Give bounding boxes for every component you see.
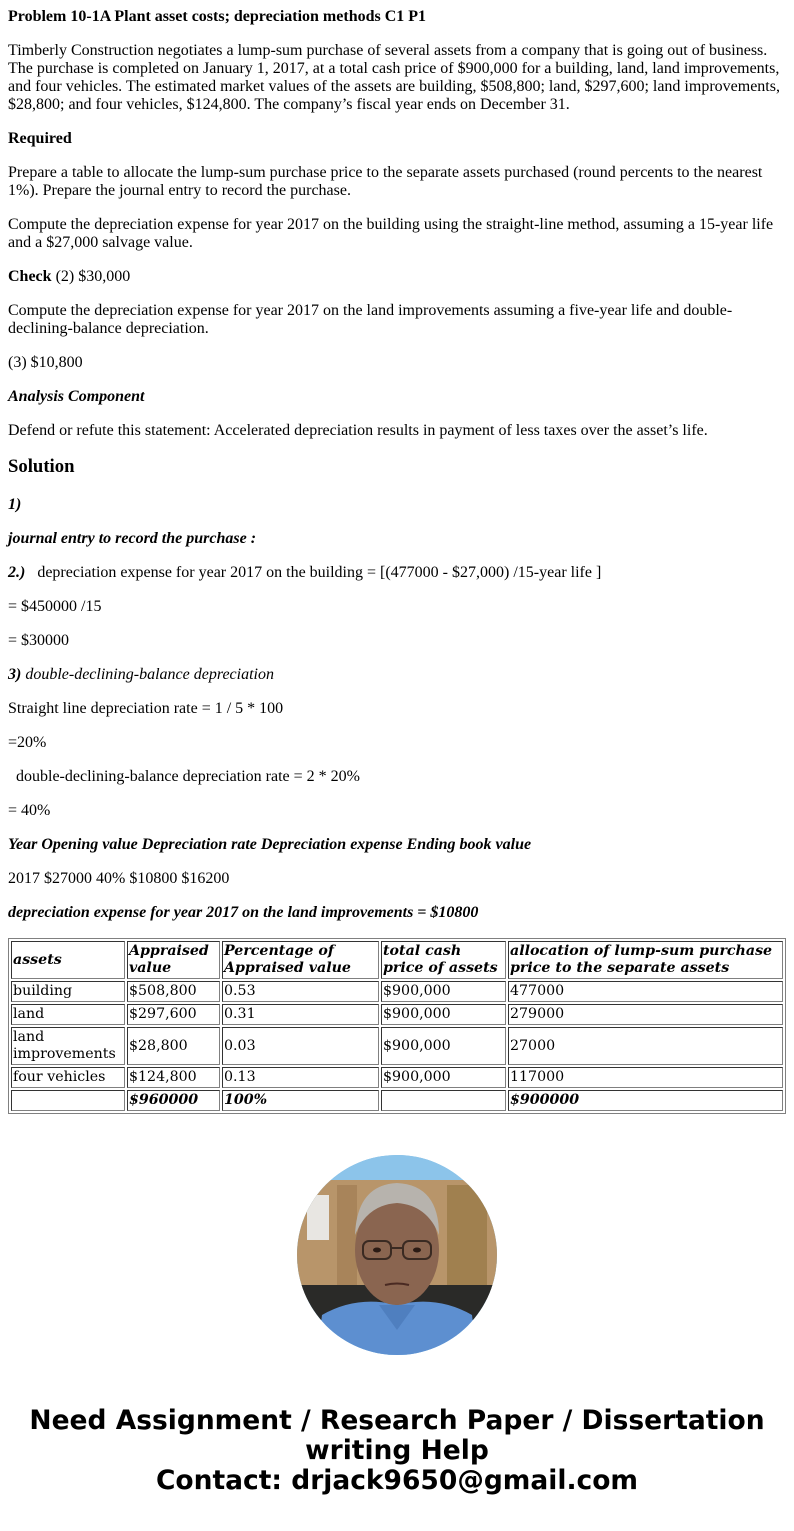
promo-contact: Contact: drjack9650@gmail.com xyxy=(155,1465,639,1496)
table-cell: $124,800 xyxy=(127,1067,220,1088)
problem-title: Problem 10-1A Plant asset costs; depreciation methods C1 P1 xyxy=(8,8,427,25)
part1-label: 1) xyxy=(8,496,22,513)
table-cell: 0.13 xyxy=(222,1067,379,1088)
total-cell xyxy=(11,1090,125,1111)
table-cell: land xyxy=(11,1004,125,1025)
header-cell: assets xyxy=(11,941,125,979)
header-cell: total cash price of assets xyxy=(381,941,506,979)
analysis-text: Defend or refute this statement: Accelerated depreciation results in payment of less taxes over the asset’s life. xyxy=(8,422,708,439)
requirement-1: Prepare a table to allocate the lump-sum purchase price to the separate assets purchased (round percents to the nearest 1%). Prepare the journal entry to record the purchase. xyxy=(8,164,763,199)
table-cell: $28,800 xyxy=(127,1027,220,1065)
table-row xyxy=(11,1004,783,1025)
header-cell: allocation of lump-sum purchase price to the separate assets xyxy=(508,941,783,979)
table-cell: 279000 xyxy=(508,1004,783,1025)
part3-title: 3) double-declining-balance depreciation xyxy=(8,666,274,683)
part2-step1: = $450000 /15 xyxy=(8,598,102,615)
table-total-row xyxy=(11,1090,783,1111)
total-cell xyxy=(381,1090,506,1111)
requirement-2: Compute the depreciation expense for year 2017 on the building using the straight-line method, assuming a 15-year life and a $27,000 salvage value. xyxy=(8,216,774,251)
total-cell: $960000 xyxy=(127,1090,220,1111)
person-photo-icon xyxy=(297,1155,497,1355)
promo-line-2: writing Help xyxy=(305,1435,489,1466)
avatar xyxy=(297,1155,497,1355)
ddb-rate-result: = 40% xyxy=(8,802,51,819)
document xyxy=(0,8,794,1114)
problem-intro: Timberly Construction negotiates a lump-sum purchase of several assets from a company that is going out of business. The purchase is completed on January 1, 2017, at a total cash price of $900,000 for a building, land, land improvements, and four vehicles. The estimated market values of the assets are building, $508,800; land, $297,600; land improvements, $28,800; and four vehicles, $124,800. The company’s fiscal year ends on December 31. xyxy=(8,42,780,113)
journal-label: journal entry to record the purchase : xyxy=(8,530,257,547)
table-cell: $508,800 xyxy=(127,981,220,1002)
promo-banner xyxy=(0,1406,794,1496)
allocation-table xyxy=(8,938,786,1114)
check-value: (2) $30,000 xyxy=(51,268,131,285)
table-cell: 0.31 xyxy=(222,1004,379,1025)
table-row xyxy=(11,1067,783,1088)
required-heading: Required xyxy=(8,130,72,147)
ddb-row: 2017 $27000 40% $10800 $16200 xyxy=(8,870,230,887)
table-cell: $297,600 xyxy=(127,1004,220,1025)
table-cell: $900,000 xyxy=(381,1027,506,1065)
table-cell: 117000 xyxy=(508,1067,783,1088)
part2-text: 2.) depreciation expense for year 2017 on the building = [(477000 - $27,000) /15-year life ] xyxy=(8,564,602,581)
requirement-3: Compute the depreciation expense for year 2017 on the land improvements assuming a five-year life and double-declining-balance depreciation. xyxy=(8,302,733,337)
sl-rate-result: =20% xyxy=(8,734,47,751)
table-header-row xyxy=(11,941,783,979)
table-cell: 0.03 xyxy=(222,1027,379,1065)
table-cell: 477000 xyxy=(508,981,783,1002)
table-cell: four vehicles xyxy=(11,1067,125,1088)
total-cell: $900000 xyxy=(508,1090,783,1111)
analysis-heading: Analysis Component xyxy=(8,388,145,405)
table-row xyxy=(11,1027,783,1065)
ddb-rate: double-declining-balance depreciation rate = 2 * 20% xyxy=(16,768,360,785)
solution-heading: Solution xyxy=(8,456,75,477)
table-cell: $900,000 xyxy=(381,1067,506,1088)
check-2 xyxy=(8,268,786,286)
ddb-header: Year Opening value Depreciation rate Depreciation expense Ending book value xyxy=(8,836,532,853)
part2-step2: = $30000 xyxy=(8,632,70,649)
table-cell: $900,000 xyxy=(381,981,506,1002)
check-3: (3) $10,800 xyxy=(8,354,83,371)
table-cell: land improvements xyxy=(11,1027,125,1065)
table-cell: building xyxy=(11,981,125,1002)
table-cell: 27000 xyxy=(508,1027,783,1065)
check-label: Check xyxy=(8,268,52,285)
table-cell: $900,000 xyxy=(381,1004,506,1025)
header-cell: Percentage of Appraised value xyxy=(222,941,379,979)
promo-line-1: Need Assignment / Research Paper / Dissertation xyxy=(29,1405,765,1436)
total-cell: 100% xyxy=(222,1090,379,1111)
ddb-conclusion: depreciation expense for year 2017 on the land improvements = $10800 xyxy=(8,904,479,921)
header-cell: Appraised value xyxy=(127,941,220,979)
table-row xyxy=(11,981,783,1002)
table-cell: 0.53 xyxy=(222,981,379,1002)
sl-rate: Straight line depreciation rate = 1 / 5 * 100 xyxy=(8,700,284,717)
